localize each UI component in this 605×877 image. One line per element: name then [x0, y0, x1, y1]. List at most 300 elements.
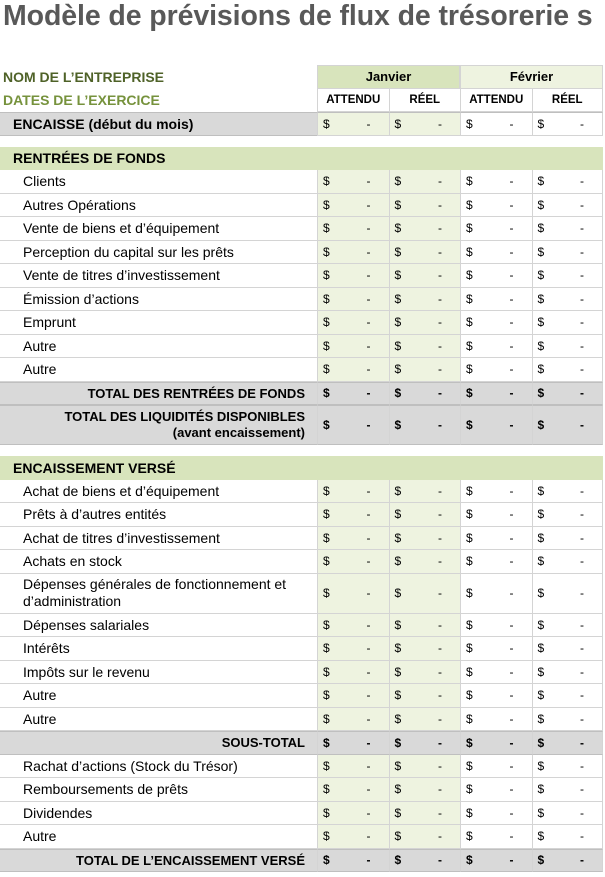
zero-value-dash: -: [580, 174, 584, 189]
available-cash-label: TOTAL DES LIQUIDITÉS DISPONIBLES (avant encaissement): [0, 405, 317, 445]
currency-symbol: $: [323, 617, 330, 632]
zero-value-dash: -: [509, 641, 514, 656]
subcol-actual-january: RÉEL: [389, 89, 461, 113]
currency-symbol: $: [323, 315, 330, 330]
line-item-row: [0, 614, 603, 638]
line-item-row: [0, 288, 603, 312]
currency-symbol: $: [466, 244, 473, 259]
zero-value-dash: -: [438, 586, 442, 600]
value-cell-actual-january[interactable]: [389, 405, 461, 445]
value-cell-actual-january[interactable]: [389, 550, 461, 574]
zero-value-dash: -: [366, 174, 371, 189]
currency-symbol: $: [394, 244, 402, 259]
currency-symbol: $: [394, 418, 402, 432]
zero-value-dash: -: [580, 554, 584, 569]
sheet-title: Modèle de prévisions de flux de trésorerie s: [3, 0, 593, 32]
currency-symbol: $: [537, 268, 545, 283]
line-item-row: [0, 335, 603, 359]
value-cell-expected-january[interactable]: [317, 194, 389, 218]
value-cell-expected-january[interactable]: [317, 217, 389, 241]
currency-symbol: $: [323, 641, 330, 656]
currency-symbol: $: [323, 758, 330, 773]
value-cell-actual-january[interactable]: [389, 825, 461, 849]
value-cell-expected-january[interactable]: [317, 527, 389, 551]
currency-symbol: $: [537, 315, 545, 330]
zero-value-dash: -: [509, 483, 514, 498]
zero-value-dash: -: [580, 664, 584, 679]
value-cell-expected-february[interactable]: [460, 405, 532, 445]
value-cell-expected-january[interactable]: [317, 755, 389, 779]
zero-value-dash: -: [438, 174, 442, 189]
currency-symbol: $: [466, 268, 473, 283]
value-cell-expected-february[interactable]: [460, 614, 532, 638]
receipts-total-row: [0, 382, 603, 406]
receipts-total-label: TOTAL DES RENTRÉES DE FONDS: [0, 382, 317, 406]
zero-value-dash: -: [509, 362, 514, 377]
zero-value-dash: -: [438, 617, 442, 632]
value-cell-actual-january[interactable]: [389, 170, 461, 194]
value-cell-actual-february[interactable]: [532, 637, 604, 661]
line-item-label: Vente de biens et d’équipement: [0, 217, 317, 241]
currency-symbol: $: [537, 664, 545, 679]
subcol-expected-february: ATTENDU: [460, 89, 532, 113]
line-item-row: [0, 217, 603, 241]
zero-value-dash: -: [366, 315, 371, 330]
currency-symbol: $: [394, 853, 402, 868]
currency-symbol: $: [323, 507, 330, 522]
currency-symbol: $: [537, 483, 545, 498]
value-cell-actual-january[interactable]: [389, 503, 461, 527]
currency-symbol: $: [466, 197, 473, 212]
currency-symbol: $: [323, 586, 330, 600]
zero-value-dash: -: [580, 221, 584, 236]
value-cell-actual-february[interactable]: [532, 527, 604, 551]
zero-value-dash: -: [438, 362, 442, 377]
zero-value-dash: -: [438, 664, 442, 679]
line-item-label: Autre: [0, 358, 317, 382]
zero-value-dash: -: [509, 758, 514, 773]
currency-symbol: $: [537, 688, 545, 703]
value-cell-actual-february[interactable]: [532, 264, 604, 288]
zero-value-dash: -: [580, 362, 584, 377]
line-item-row: [0, 358, 603, 382]
line-item-row: [0, 480, 603, 504]
currency-symbol: $: [394, 805, 402, 820]
value-cell-expected-february[interactable]: [460, 802, 532, 826]
zero-value-dash: -: [366, 688, 371, 703]
currency-symbol: $: [394, 829, 402, 844]
value-cell-actual-january[interactable]: [389, 574, 461, 614]
line-item-label: Emprunt: [0, 311, 317, 335]
currency-symbol: $: [466, 782, 473, 797]
value-cell-expected-january[interactable]: [317, 358, 389, 382]
value-cell-actual-january[interactable]: [389, 708, 461, 732]
currency-symbol: $: [537, 116, 545, 131]
value-cell-actual-january[interactable]: [389, 217, 461, 241]
value-cell-expected-january[interactable]: [317, 382, 389, 406]
zero-value-dash: -: [509, 853, 514, 868]
zero-value-dash: -: [580, 617, 584, 632]
value-cell-actual-february[interactable]: [532, 335, 604, 359]
value-cell-expected-february[interactable]: [460, 241, 532, 265]
value-cell-actual-february[interactable]: [532, 778, 604, 802]
value-cell-actual-january[interactable]: [389, 358, 461, 382]
value-cell-expected-january[interactable]: [317, 802, 389, 826]
zero-value-dash: -: [438, 418, 442, 432]
currency-symbol: $: [323, 291, 330, 306]
zero-value-dash: -: [580, 829, 584, 844]
zero-value-dash: -: [366, 530, 371, 545]
zero-value-dash: -: [580, 530, 584, 545]
value-cell-expected-january[interactable]: [317, 637, 389, 661]
zero-value-dash: -: [438, 688, 442, 703]
value-cell-expected-february[interactable]: [460, 480, 532, 504]
value-cell-expected-february[interactable]: [460, 527, 532, 551]
value-cell-actual-february[interactable]: [532, 614, 604, 638]
value-cell-actual-february[interactable]: [532, 731, 604, 755]
currency-symbol: $: [323, 338, 330, 353]
value-cell-actual-january[interactable]: [389, 661, 461, 685]
currency-symbol: $: [466, 586, 473, 600]
currency-symbol: $: [394, 554, 402, 569]
value-cell-expected-january[interactable]: [317, 288, 389, 312]
currency-symbol: $: [466, 664, 473, 679]
currency-symbol: $: [537, 507, 545, 522]
zero-value-dash: -: [509, 530, 514, 545]
currency-symbol: $: [466, 507, 473, 522]
currency-symbol: $: [537, 338, 545, 353]
payments-subtotal-label: SOUS-TOTAL: [0, 731, 317, 755]
value-cell-expected-february[interactable]: [460, 112, 532, 136]
value-cell-expected-january[interactable]: [317, 335, 389, 359]
payments-section-header: [0, 456, 603, 480]
currency-symbol: $: [466, 554, 473, 569]
value-cell-expected-january[interactable]: [317, 503, 389, 527]
zero-value-dash: -: [438, 315, 442, 330]
currency-symbol: $: [394, 221, 402, 236]
value-cell-expected-january[interactable]: [317, 241, 389, 265]
zero-value-dash: -: [580, 291, 584, 306]
zero-value-dash: -: [509, 338, 514, 353]
zero-value-dash: -: [509, 418, 514, 432]
currency-symbol: $: [323, 530, 330, 545]
zero-value-dash: -: [366, 197, 371, 212]
zero-value-dash: -: [509, 268, 514, 283]
currency-symbol: $: [323, 221, 330, 236]
zero-value-dash: -: [366, 483, 371, 498]
currency-symbol: $: [394, 507, 402, 522]
line-item-row: [0, 637, 603, 661]
zero-value-dash: -: [509, 197, 514, 212]
currency-symbol: $: [466, 805, 473, 820]
value-cell-actual-january[interactable]: [389, 755, 461, 779]
currency-symbol: $: [466, 483, 473, 498]
value-cell-actual-february[interactable]: [532, 217, 604, 241]
value-cell-actual-february[interactable]: [532, 288, 604, 312]
line-item-row: [0, 825, 603, 849]
zero-value-dash: -: [509, 829, 514, 844]
value-cell-expected-january[interactable]: [317, 311, 389, 335]
zero-value-dash: -: [509, 586, 514, 600]
value-cell-actual-january[interactable]: [389, 480, 461, 504]
line-item-label: Dépenses salariales: [0, 614, 317, 638]
currency-symbol: $: [537, 829, 545, 844]
zero-value-dash: -: [509, 507, 514, 522]
value-cell-expected-february[interactable]: [460, 574, 532, 614]
value-cell-actual-february[interactable]: [532, 194, 604, 218]
zero-value-dash: -: [366, 418, 371, 432]
zero-value-dash: -: [366, 664, 371, 679]
value-cell-actual-february[interactable]: [532, 708, 604, 732]
zero-value-dash: -: [509, 664, 514, 679]
value-cell-actual-february[interactable]: [532, 170, 604, 194]
value-cell-actual-february[interactable]: [532, 382, 604, 406]
zero-value-dash: -: [580, 386, 584, 401]
value-cell-actual-february[interactable]: [532, 550, 604, 574]
value-cell-actual-january[interactable]: [389, 112, 461, 136]
line-item-row: [0, 503, 603, 527]
payments-section-title: ENCAISSEMENT VERSÉ: [13, 459, 176, 476]
value-cell-expected-february[interactable]: [460, 335, 532, 359]
value-cell-actual-january[interactable]: [389, 778, 461, 802]
value-cell-actual-february[interactable]: [532, 358, 604, 382]
currency-symbol: $: [466, 315, 473, 330]
value-cell-expected-january[interactable]: [317, 480, 389, 504]
line-item-row: [0, 778, 603, 802]
zero-value-dash: -: [366, 853, 371, 868]
zero-value-dash: -: [366, 268, 371, 283]
currency-symbol: $: [394, 315, 402, 330]
value-cell-actual-january[interactable]: [389, 335, 461, 359]
zero-value-dash: -: [438, 805, 442, 820]
zero-value-dash: -: [580, 315, 584, 330]
value-cell-expected-january[interactable]: [317, 731, 389, 755]
currency-symbol: $: [466, 362, 473, 377]
value-cell-expected-january[interactable]: [317, 825, 389, 849]
subcol-actual-february: RÉEL: [532, 89, 604, 113]
value-cell-actual-february[interactable]: [532, 825, 604, 849]
zero-value-dash: -: [509, 805, 514, 820]
value-cell-expected-january[interactable]: [317, 614, 389, 638]
line-item-row: [0, 661, 603, 685]
value-cell-expected-january[interactable]: [317, 112, 389, 136]
zero-value-dash: -: [509, 174, 514, 189]
currency-symbol: $: [537, 782, 545, 797]
currency-symbol: $: [323, 711, 330, 726]
value-cell-expected-january[interactable]: [317, 574, 389, 614]
value-cell-actual-january[interactable]: [389, 311, 461, 335]
currency-symbol: $: [394, 664, 402, 679]
zero-value-dash: -: [580, 782, 584, 797]
currency-symbol: $: [537, 586, 545, 600]
value-cell-expected-february[interactable]: [460, 358, 532, 382]
value-cell-expected-january[interactable]: [317, 778, 389, 802]
zero-value-dash: -: [509, 711, 514, 726]
currency-symbol: $: [466, 758, 473, 773]
opening-cash-label: ENCAISSE (début du mois): [0, 112, 317, 136]
value-cell-actual-february[interactable]: [532, 684, 604, 708]
currency-symbol: $: [466, 829, 473, 844]
zero-value-dash: -: [509, 554, 514, 569]
currency-symbol: $: [537, 221, 545, 236]
value-cell-actual-january[interactable]: [389, 637, 461, 661]
value-cell-actual-february[interactable]: [532, 405, 604, 445]
value-cell-expected-february[interactable]: [460, 170, 532, 194]
zero-value-dash: -: [366, 641, 371, 656]
zero-value-dash: -: [438, 197, 442, 212]
value-cell-expected-february[interactable]: [460, 778, 532, 802]
line-item-label: Impôts sur le revenu: [0, 661, 317, 685]
value-cell-expected-february[interactable]: [460, 264, 532, 288]
currency-symbol: $: [323, 244, 330, 259]
zero-value-dash: -: [580, 735, 584, 750]
value-cell-actual-january[interactable]: [389, 684, 461, 708]
currency-symbol: $: [537, 197, 545, 212]
value-cell-expected-february[interactable]: [460, 311, 532, 335]
value-cell-actual-january[interactable]: [389, 264, 461, 288]
zero-value-dash: -: [438, 641, 442, 656]
currency-symbol: $: [537, 418, 545, 432]
line-item-row: [0, 241, 603, 265]
value-cell-actual-january[interactable]: [389, 527, 461, 551]
currency-symbol: $: [537, 853, 545, 868]
value-cell-expected-february[interactable]: [460, 849, 532, 873]
value-cell-expected-january[interactable]: [317, 708, 389, 732]
currency-symbol: $: [323, 197, 330, 212]
value-cell-actual-february[interactable]: [532, 480, 604, 504]
zero-value-dash: -: [509, 688, 514, 703]
currency-symbol: $: [537, 291, 545, 306]
value-cell-expected-february[interactable]: [460, 731, 532, 755]
value-cell-expected-february[interactable]: [460, 503, 532, 527]
value-cell-expected-january[interactable]: [317, 684, 389, 708]
zero-value-dash: -: [366, 782, 371, 797]
value-cell-actual-january[interactable]: [389, 382, 461, 406]
currency-symbol: $: [323, 483, 330, 498]
currency-symbol: $: [323, 362, 330, 377]
value-cell-expected-january[interactable]: [317, 661, 389, 685]
value-cell-actual-january[interactable]: [389, 802, 461, 826]
fiscal-dates-label: DATES DE L’EXERCICE: [3, 92, 160, 109]
line-item-label: Achat de titres d’investissement: [0, 527, 317, 551]
value-cell-expected-january[interactable]: [317, 849, 389, 873]
currency-symbol: $: [394, 641, 402, 656]
value-cell-expected-february[interactable]: [460, 825, 532, 849]
zero-value-dash: -: [366, 617, 371, 632]
zero-value-dash: -: [438, 338, 442, 353]
currency-symbol: $: [394, 362, 402, 377]
currency-symbol: $: [394, 617, 402, 632]
line-item-label: Rachat d’actions (Stock du Trésor): [0, 755, 317, 779]
zero-value-dash: -: [438, 268, 442, 283]
value-cell-expected-february[interactable]: [460, 382, 532, 406]
line-item-label: Vente de titres d’investissement: [0, 264, 317, 288]
line-item-label: Autre: [0, 825, 317, 849]
opening-cash-row: [0, 112, 603, 136]
zero-value-dash: -: [580, 853, 584, 868]
value-cell-expected-january[interactable]: [317, 170, 389, 194]
zero-value-dash: -: [366, 735, 371, 750]
value-cell-actual-january[interactable]: [389, 288, 461, 312]
value-cell-actual-february[interactable]: [532, 574, 604, 614]
zero-value-dash: -: [580, 338, 584, 353]
value-cell-actual-february[interactable]: [532, 755, 604, 779]
zero-value-dash: -: [580, 244, 584, 259]
value-cell-expected-january[interactable]: [317, 264, 389, 288]
zero-value-dash: -: [509, 244, 514, 259]
zero-value-dash: -: [438, 853, 442, 868]
currency-symbol: $: [394, 530, 402, 545]
value-cell-actual-february[interactable]: [532, 112, 604, 136]
value-cell-expected-february[interactable]: [460, 550, 532, 574]
value-cell-actual-january[interactable]: [389, 194, 461, 218]
value-cell-expected-february[interactable]: [460, 708, 532, 732]
currency-symbol: $: [394, 688, 402, 703]
currency-symbol: $: [466, 116, 473, 131]
value-cell-actual-february[interactable]: [532, 311, 604, 335]
line-item-row: [0, 194, 603, 218]
value-cell-expected-february[interactable]: [460, 684, 532, 708]
currency-symbol: $: [466, 291, 473, 306]
value-cell-expected-february[interactable]: [460, 637, 532, 661]
line-item-label: Perception du capital sur les prêts: [0, 241, 317, 265]
value-cell-actual-february[interactable]: [532, 503, 604, 527]
value-cell-expected-february[interactable]: [460, 194, 532, 218]
value-cell-expected-february[interactable]: [460, 755, 532, 779]
zero-value-dash: -: [509, 221, 514, 236]
currency-symbol: $: [537, 530, 545, 545]
value-cell-actual-february[interactable]: [532, 661, 604, 685]
zero-value-dash: -: [366, 291, 371, 306]
zero-value-dash: -: [580, 116, 584, 131]
zero-value-dash: -: [509, 386, 514, 401]
zero-value-dash: -: [580, 711, 584, 726]
value-cell-expected-january[interactable]: [317, 550, 389, 574]
currency-symbol: $: [466, 174, 473, 189]
zero-value-dash: -: [438, 244, 442, 259]
currency-symbol: $: [537, 735, 545, 750]
currency-symbol: $: [323, 554, 330, 569]
value-cell-expected-february[interactable]: [460, 217, 532, 241]
value-cell-expected-february[interactable]: [460, 288, 532, 312]
zero-value-dash: -: [366, 805, 371, 820]
value-cell-actual-january[interactable]: [389, 614, 461, 638]
zero-value-dash: -: [580, 268, 584, 283]
zero-value-dash: -: [438, 530, 442, 545]
value-cell-actual-january[interactable]: [389, 241, 461, 265]
zero-value-dash: -: [438, 221, 442, 236]
currency-symbol: $: [394, 174, 402, 189]
currency-symbol: $: [466, 688, 473, 703]
value-cell-actual-february[interactable]: [532, 241, 604, 265]
currency-symbol: $: [537, 758, 545, 773]
zero-value-dash: -: [438, 758, 442, 773]
company-name-label: NOM DE L’ENTREPRISE: [3, 68, 165, 85]
zero-value-dash: -: [509, 315, 514, 330]
zero-value-dash: -: [438, 116, 442, 131]
value-cell-actual-february[interactable]: [532, 849, 604, 873]
value-cell-actual-february[interactable]: [532, 802, 604, 826]
value-cell-actual-january[interactable]: [389, 731, 461, 755]
line-item-row: [0, 708, 603, 732]
zero-value-dash: -: [509, 617, 514, 632]
value-cell-expected-january[interactable]: [317, 405, 389, 445]
zero-value-dash: -: [366, 116, 371, 131]
value-cell-expected-february[interactable]: [460, 661, 532, 685]
currency-symbol: $: [394, 782, 402, 797]
currency-symbol: $: [323, 805, 330, 820]
value-cell-actual-january[interactable]: [389, 849, 461, 873]
